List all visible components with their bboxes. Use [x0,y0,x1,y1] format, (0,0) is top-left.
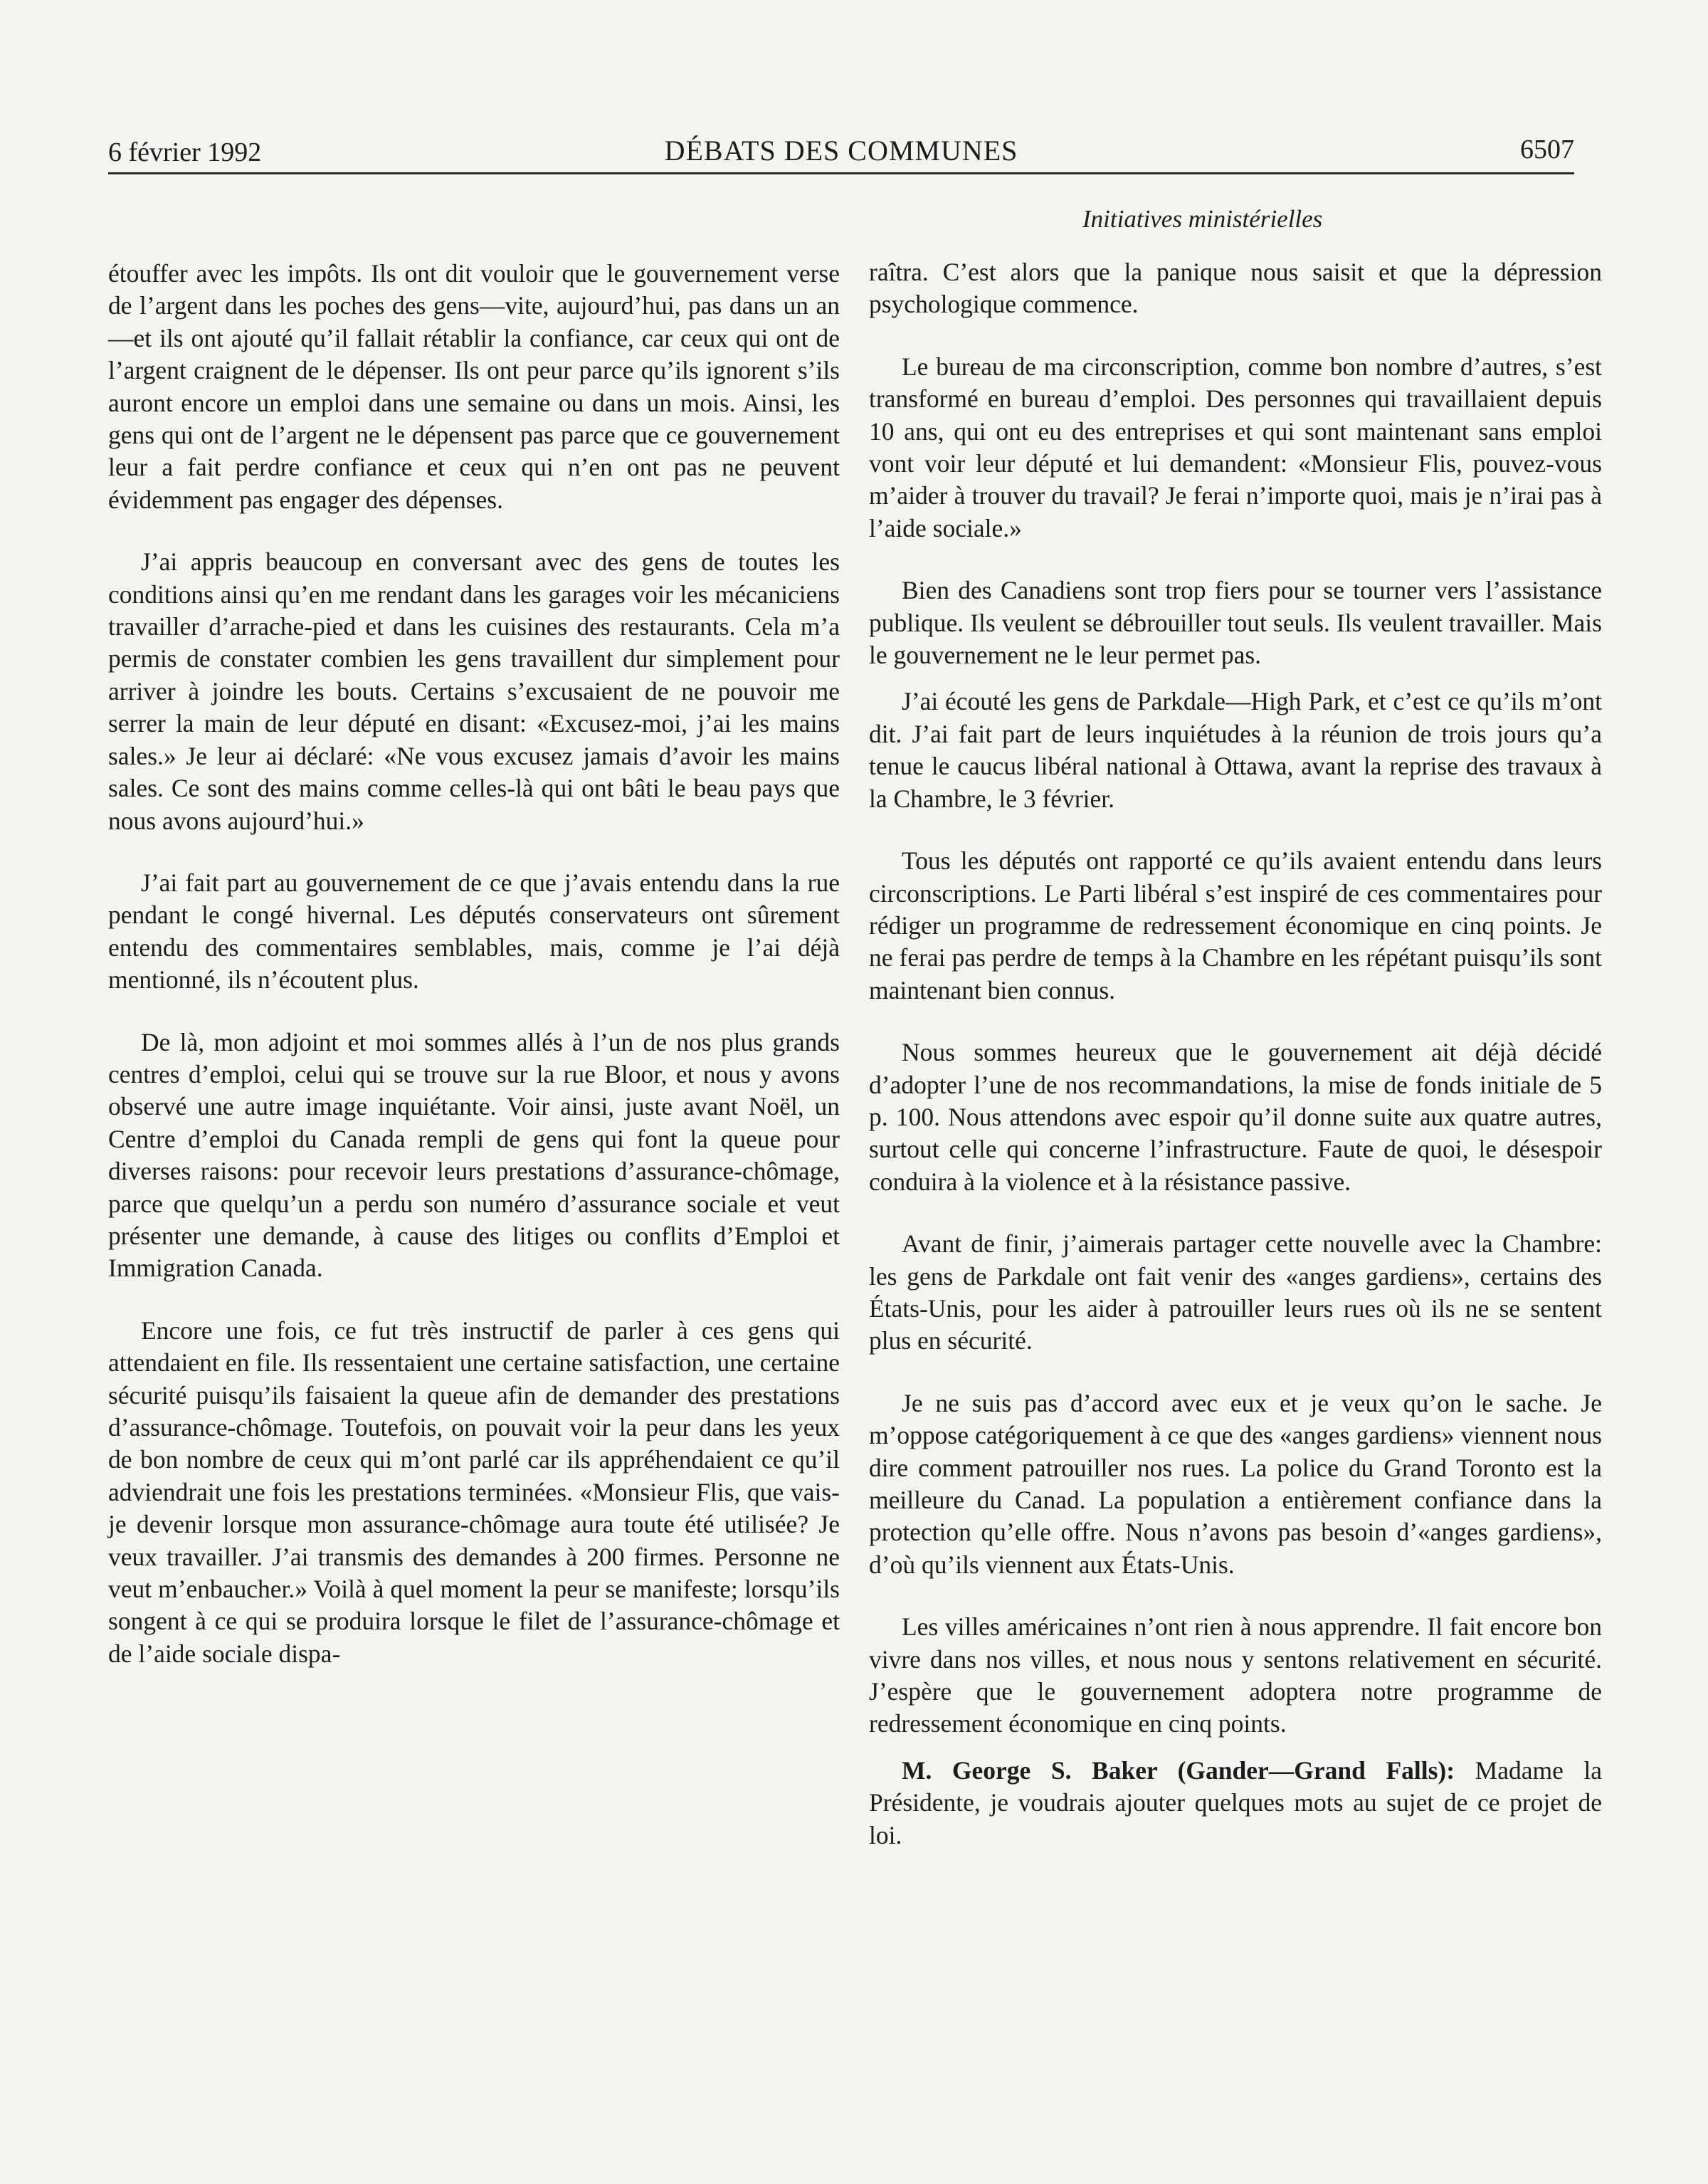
header-date: 6 février 1992 [108,137,262,167]
paragraph: étouffer avec les impôts. Ils ont dit vouloir que le gouvernement verse de l’argent dans les poches des gens—vite, aujourd’hui, pas dans un an—et ils ont ajouté qu’il fallait rétablir la confiance, car ceux qui ont de l’argent craignent de le dépenser. Ils ont peur parce qu’ils ignorent s’ils auront encore un emploi dans une semaine ou dans un mois. Ainsi, les gens qui ont de l’argent ne le dépensent pas parce que ce gouvernement leur a fait perdre confiance et ceux qui n’en ont pas ne peuvent évidemment pas engager des dépenses. [108,259,840,514]
paragraph: raîtra. C’est alors que la panique nous saisit et que la dépression psychologique commence. [869,258,1602,319]
paragraph: Encore une fois, ce fut très instructif de parler à ces gens qui attendaient en file. Ils ressentaient une certaine satisfaction, une certaine sécurité puisqu’ils faisaient la queue afin de demander des prestations d’assurance-chômage. Toutefois, on pouvait voir la peur dans les yeux de bon nombre de ceux qui m’ont parlé car ils appréhendaient ce qu’il adviendrait une fois les prestations terminées. «Monsieur Flis, que vais-je devenir lorsque mon assurance-chômage aura toute été utilisée? Je veux travailler. J’ai transmis des demandes à 200 firmes. Personne ne veut m’enbaucher.» Voilà à quel moment la peur se manifeste; lorsqu’ils songent à ce qui se produira lorsque le filet de l’assurance-chômage et de l’aide sociale dispa- [108,1316,840,1668]
journal-title: DÉBATS DES COMMUNES [664,135,1018,167]
paragraph: Je ne suis pas d’accord avec eux et je veux qu’on le sache. Je m’oppose catégoriquement à ce que des «anges gardiens» viennent nous dire comment patrouiller nos rues. La police du Grand Toronto est la meilleure du Canad. La population a entièrement confiance dans la protection qu’elle offre. Nous n’avons pas besoin d’«anges gardiens», d’où qu’ils viennent aux États-Unis. [869,1388,1602,1579]
section-label: Initiatives ministérielles [1082,205,1323,233]
paragraph: Nous sommes heureux que le gouvernement ait déjà décidé d’adopter l’une de nos recommandations, la mise de fonds initiale de 5 p. 100. Nous attendons avec espoir qu’il donne suite aux quatre autres, surtout celle qui concerne l’infrastructure. Faute de quoi, le désespoir conduira à la violence et à la résistance passive. [869,1038,1602,1196]
paragraph: Avant de finir, j’aimerais partager cette nouvelle avec la Chambre: les gens de Parkdale ont fait venir des «anges gardiens», certains des États-Unis, pour les aider à patrouiller leurs rues où ils ne se sentent plus en sécurité. [869,1229,1602,1355]
speaker-name: M. George S. Baker (Gander—Grand Falls): [902,1755,1455,1785]
page-header [108,128,1574,174]
paragraph: De là, mon adjoint et moi sommes allés à l’un de nos plus grands centres d’emploi, celui qui se trouve sur la rue Bloor, et nous y avons observé une autre image inquiétante. Voir ainsi, juste avant Noël, un Centre d’emploi du Canada rempli de gens qui font la queue pour diverses raisons: pour recevoir leurs prestations d’assurance-chômage, parce que quelqu’un a perdu son numéro d’assurance sociale et veut présenter une demande, à cause des litiges ou conflits d’Emploi et Immigration Canada. [108,1027,840,1283]
speaker-paragraph [869,1755,1602,1852]
paragraph: Les villes américaines n’ont rien à nous apprendre. Il fait encore bon vivre dans nos villes, et nous nous y sentons relativement en sécurité. J’espère que le gouvernement adoptera notre programme de redressement économique en cinq points. [869,1612,1602,1738]
speaker-text: Madame la Présidente, je voudrais ajouter quelques mots au sujet de ce projet de loi. [869,1755,1602,1849]
right-column [869,256,1602,1881]
paragraph: J’ai écouté les gens de Parkdale—High Park, et c’est ce qu’ils m’ont dit. J’ai fait part de leurs inquiétudes à la réunion de trois jours qu’a tenue le caucus libéral national à Ottawa, avant la reprise des travaux à la Chambre, le 3 février. [869,687,1602,813]
paragraph: Bien des Canadiens sont trop fiers pour se tourner vers l’assistance publique. Ils veulent se débrouiller tout seuls. Ils veulent travailler. Mais le gouvernement ne le leur permet pas. [869,576,1602,670]
paragraph: Tous les députés ont rapporté ce qu’ils avaient entendu dans leurs circonscriptions. Le Parti libéral s’est inspiré de ces commentaires pour rédiger un programme de redressement économique en cinq points. Je ne ferai pas perdre de temps à la Chambre en les répétant puisqu’ils sont maintenant bien connus. [869,846,1602,1004]
paragraph: Le bureau de ma circonscription, comme bon nombre d’autres, s’est transformé en bureau d’emploi. Des personnes qui travaillaient depuis 10 ans, qui ont eu des entreprises et qui sont maintenant sans emploi vont voir leur député et lui demandent: «Monsieur Flis, pouvez-vous m’aider à trouver du travail? Je ferai n’importe quoi, mais je n’irai pas à l’aide sociale.» [869,352,1602,542]
left-column [108,258,840,1700]
paragraph: J’ai appris beaucoup en conversant avec des gens de toutes les conditions ainsi qu’en me rendant dans les garages voir les mécaniciens travailler d’arrache-pied et dans les cuisines des restaurants. Cela m’a permis de constater combien les gens travaillent dur simplement pour arriver à joindre les bouts. Certains s’excusaient de ne pouvoir me serrer la main de leur député en disant: «Excusez-moi, j’ai les mains sales.» Je leur ai déclaré: «Ne vous excusez jamais d’avoir les mains sales. Ce sont des mains comme celles-là qui ont bâti le beau pays que nous avons aujourd’hui.» [108,547,840,835]
page-number: 6507 [1520,135,1574,164]
paragraph: J’ai fait part au gouvernement de ce que j’avais entendu dans la rue pendant le congé hivernal. Les députés conservateurs ont sûrement entendu des commentaires semblables, mais, comme je l’ai déjà mentionné, ils n’écoutent plus. [108,868,840,994]
